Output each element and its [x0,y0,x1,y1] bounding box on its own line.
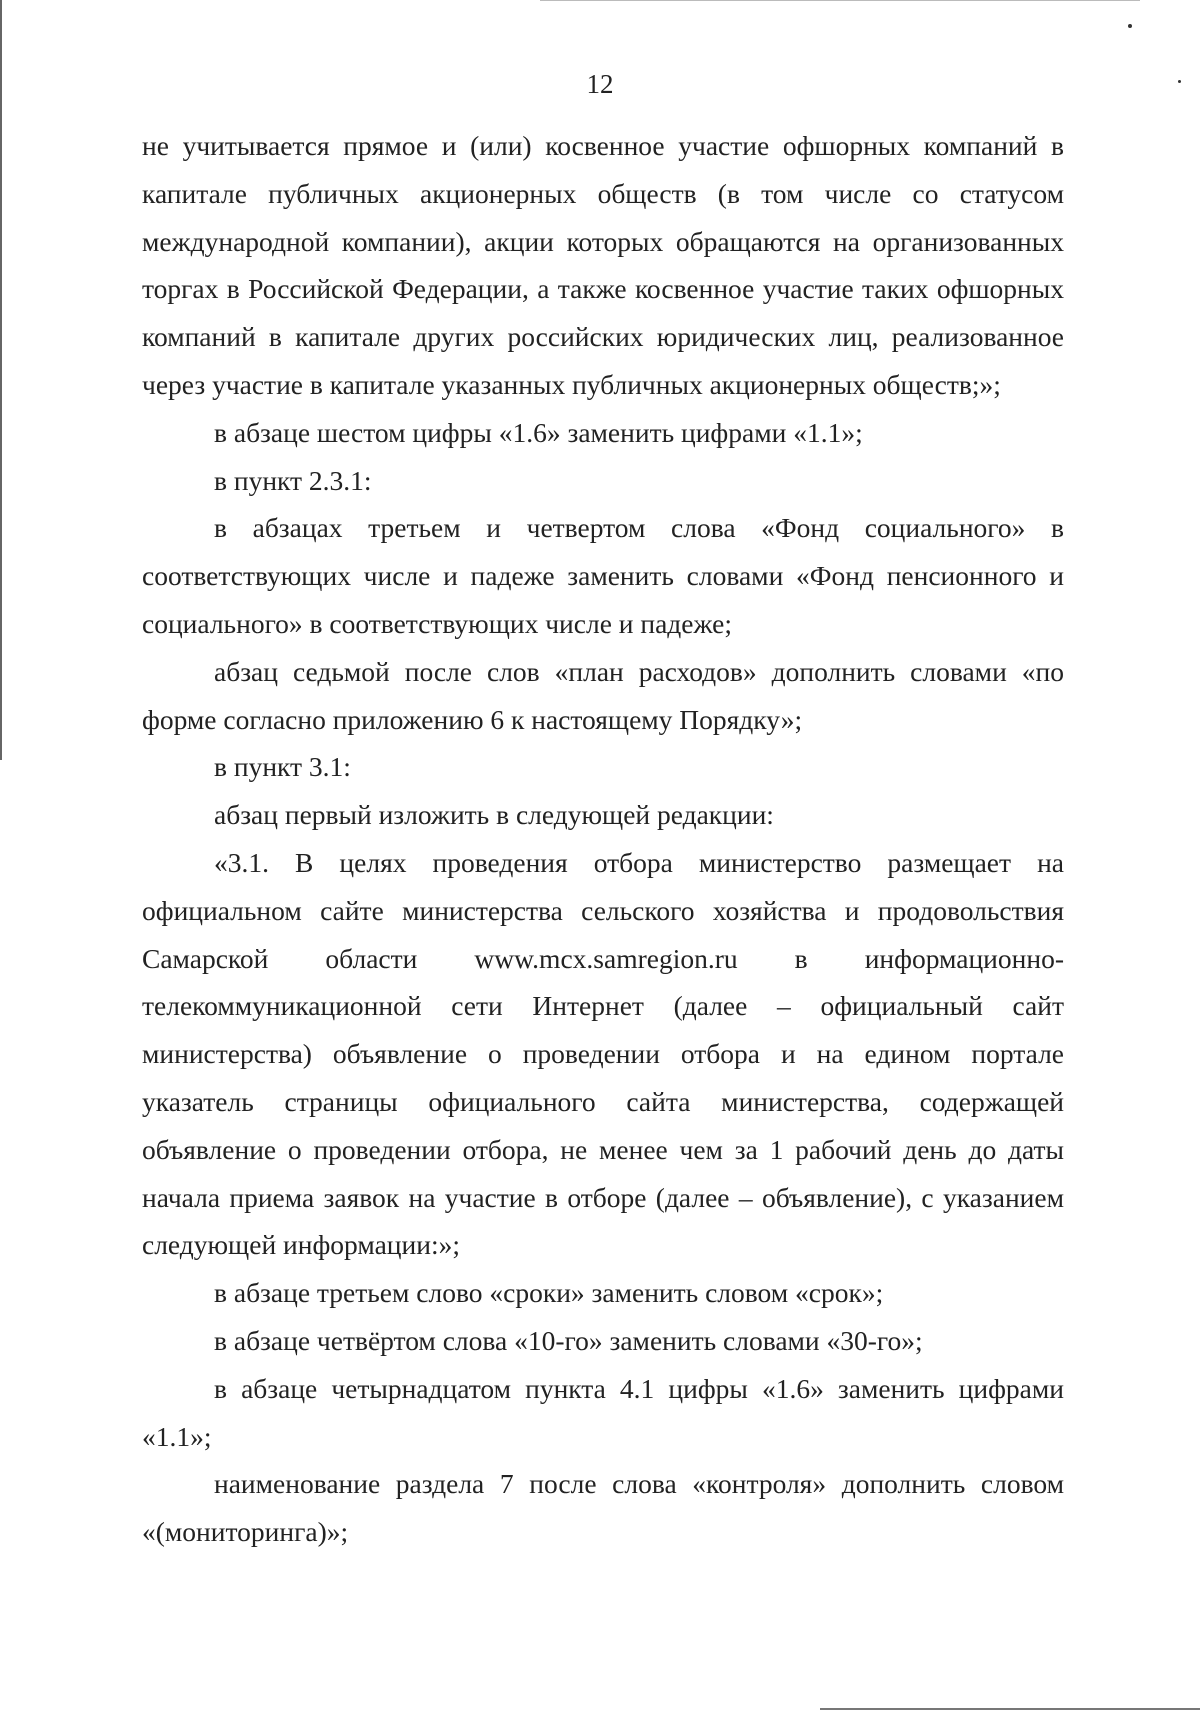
paragraph-fund-replacement: в абзацах третьем и четвертом слова «Фонд социального» в соответствующих числе и падеже заменить словами «Фонд пенсионного и социального» в соответствующих числе и падеже; [142,512,1064,639]
paragraph-first-abzac-edit: абзац первый изложить в следующей редакции: [214,799,774,831]
paragraph-point-4-1: в абзаце четырнадцатом пункта 4.1 цифры «1.6» заменить цифрами «1.1»; [142,1372,1064,1452]
paragraph-point-3-1: в пункт 3.1: [214,751,351,783]
scan-dot [1128,24,1132,28]
paragraph-offshore-participation: не учитывается прямое и (или) косвенное участие офшорных компаний в капитале публичных акционерных обществ (в том числе со статусом международной компании), акции которых обращаются на организованных торгах в Российской Федерации, а также косвенное участие таких офшорных компаний в капитале других российских юридических лиц, реализованное через участие в капитале указанных публичных акционерных обществ;»; [142,130,1064,400]
scan-line-top [540,0,1140,1]
page-number: 12 [586,69,614,99]
paragraph-section-7-title: наименование раздела 7 после слова «контроля» дополнить словом «(мониторинга)»; [142,1468,1064,1548]
paragraph-point-2-3-1: в пункт 2.3.1: [214,464,372,496]
scan-dot [1178,80,1181,83]
paragraph-point-3-1-text: «3.1. В целях проведения отбора министерство размещает на официальном сайте министерства сельского хозяйства и продовольствия Самарской области www.mcx.samregion.ru в информационно-телекоммуникационной сети Интернет (далее – официальный сайт министерства) объявление о проведении отбора и на едином портале указатель страницы официального сайта министерства, содержащей объявление о проведении отбора, не менее чем за 1 рабочий день до даты начала приема заявок на участие в отборе (далее – объявление), с указанием следующей информации:»; [142,846,1064,1261]
scan-line-bottom [820,1708,1200,1710]
paragraph-third-abzac: в абзаце третьем слово «сроки» заменить словом «срок»; [214,1277,884,1309]
document-body [142,122,1064,1556]
scan-line-left [0,0,2,760]
paragraph-seventh-abzac: абзац седьмой после слов «план расходов» дополнить словами «по форме согласно приложению 6 к настоящему Порядку»; [142,655,1064,735]
paragraph-fourth-abzac: в абзаце четвёртом слова «10-го» заменить словами «30-го»; [214,1324,923,1356]
paragraph-sixth-abzac: в абзаце шестом цифры «1.6» заменить цифрами «1.1»; [214,416,863,448]
